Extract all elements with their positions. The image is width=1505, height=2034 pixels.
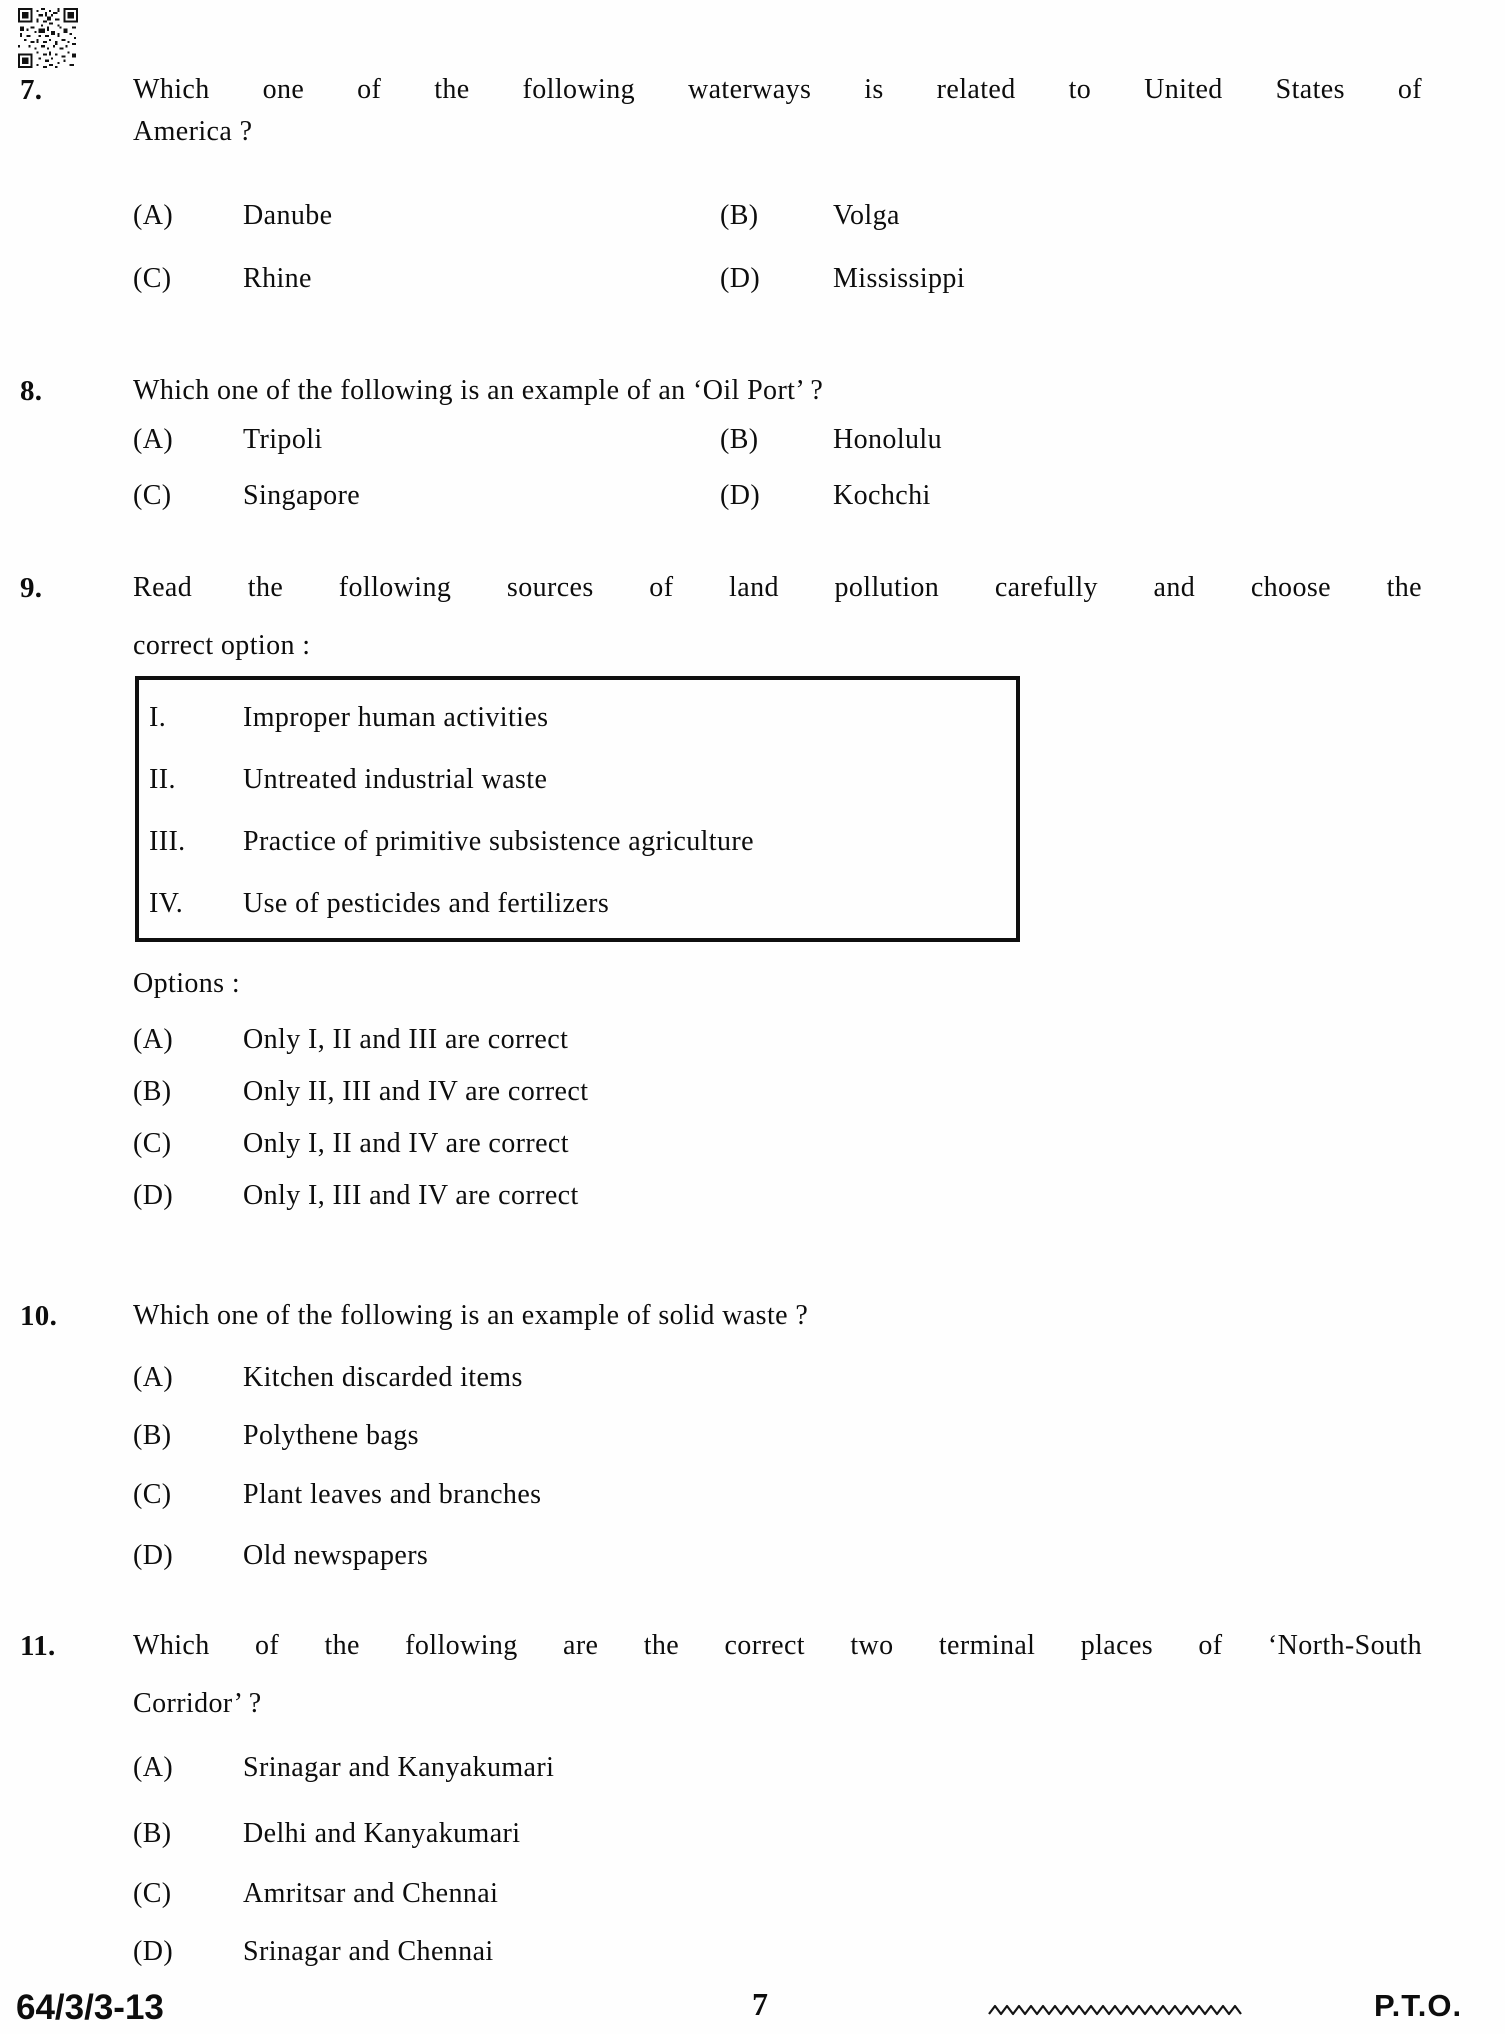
option-text: Only I, II and III are correct xyxy=(243,1024,569,1055)
option-text: Kitchen discarded items xyxy=(243,1362,523,1393)
roman-numeral: I. xyxy=(149,702,167,733)
option-label: (B) xyxy=(133,1076,172,1107)
question-9-text-line-1: Read the following sources of land pollution carefully and choose the xyxy=(133,572,1422,603)
box-item-3 xyxy=(139,824,999,864)
option-label: (A) xyxy=(133,1752,174,1783)
question-11-number: 11. xyxy=(20,1630,56,1662)
option-text: Old newspapers xyxy=(243,1540,429,1571)
question-11-option-b xyxy=(133,1816,1422,1856)
option-text: Only II, III and IV are correct xyxy=(243,1076,589,1107)
option-label: (D) xyxy=(720,480,761,511)
question-11-text-line-1: Which of the following are the correct two terminal places of ‘North-South xyxy=(133,1630,1422,1661)
box-item-text: Improper human activities xyxy=(243,702,549,733)
option-text: Amritsar and Chennai xyxy=(243,1878,499,1909)
option-label: (C) xyxy=(133,1878,172,1909)
question-9-option-a xyxy=(133,1022,1422,1062)
question-7-options-row-2 xyxy=(133,261,1422,301)
footer-paper-code: 64/3/3-13 xyxy=(16,1988,164,2027)
option-text: Tripoli xyxy=(243,424,323,455)
question-11-option-a xyxy=(133,1750,1422,1790)
box-item-4 xyxy=(139,886,999,926)
option-text: Danube xyxy=(243,200,333,231)
option-label: (A) xyxy=(133,424,174,455)
qr-code xyxy=(18,8,78,68)
option-text: Singapore xyxy=(243,480,361,511)
option-label: (B) xyxy=(133,1420,172,1451)
option-label: (C) xyxy=(133,480,172,511)
option-label: (A) xyxy=(133,200,174,231)
option-label: (A) xyxy=(133,1362,174,1393)
option-text: Srinagar and Kanyakumari xyxy=(243,1752,555,1783)
box-item-text: Untreated industrial waste xyxy=(243,764,548,795)
question-10-option-b xyxy=(133,1418,1422,1458)
question-10-number: 10. xyxy=(20,1300,58,1332)
question-7-text-line-1: Which one of the following waterways is related to United States of xyxy=(133,74,1422,105)
option-label: (C) xyxy=(133,1479,172,1510)
option-text: Plant leaves and branches xyxy=(243,1479,542,1510)
option-label: (C) xyxy=(133,1128,172,1159)
roman-numeral: IV. xyxy=(149,888,184,919)
box-item-2 xyxy=(139,762,999,802)
question-8-text: Which one of the following is an example of an ‘Oil Port’ ? xyxy=(133,375,824,406)
question-10-text: Which one of the following is an example of solid waste ? xyxy=(133,1300,809,1331)
question-11-option-c xyxy=(133,1876,1422,1916)
box-item-1 xyxy=(139,700,999,740)
option-text: Polythene bags xyxy=(243,1420,419,1451)
option-text: Mississippi xyxy=(833,263,965,294)
pollution-sources-box xyxy=(135,676,1020,942)
option-label: (C) xyxy=(133,263,172,294)
question-11-option-d xyxy=(133,1934,1422,1974)
question-9-text-line-2: correct option : xyxy=(133,630,311,661)
question-11-text-line-2: Corridor’ ? xyxy=(133,1688,262,1719)
question-9-option-c xyxy=(133,1126,1422,1166)
roman-numeral: II. xyxy=(149,764,176,795)
question-10-option-d xyxy=(133,1538,1422,1578)
wavy-line xyxy=(988,2002,1244,2018)
question-8-options-row-2 xyxy=(133,478,1422,518)
question-9-option-b xyxy=(133,1074,1422,1114)
page-number: 7 xyxy=(752,1986,768,2022)
box-item-text: Use of pesticides and fertilizers xyxy=(243,888,610,919)
roman-numeral: III. xyxy=(149,826,186,857)
option-text: Delhi and Kanyakumari xyxy=(243,1818,521,1849)
question-9-option-d xyxy=(133,1178,1422,1218)
question-8-options-row-1 xyxy=(133,422,1422,462)
box-item-text: Practice of primitive subsistence agriculture xyxy=(243,826,754,857)
question-7-number: 7. xyxy=(20,74,43,106)
option-label: (D) xyxy=(720,263,761,294)
question-10-option-c xyxy=(133,1477,1422,1517)
question-8-number: 8. xyxy=(20,375,43,407)
question-7-text-line-2: America ? xyxy=(133,116,253,147)
options-heading: Options : xyxy=(133,968,241,999)
option-label: (B) xyxy=(133,1818,172,1849)
option-text: Rhine xyxy=(243,263,312,294)
option-label: (D) xyxy=(133,1180,174,1211)
option-label: (B) xyxy=(720,424,759,455)
option-label: (B) xyxy=(720,200,759,231)
question-9-number: 9. xyxy=(20,572,43,604)
option-text: Only I, II and IV are correct xyxy=(243,1128,569,1159)
option-text: Kochchi xyxy=(833,480,931,511)
option-label: (D) xyxy=(133,1540,174,1571)
option-text: Only I, III and IV are correct xyxy=(243,1180,579,1211)
question-7-options-row-1 xyxy=(133,198,1422,238)
question-10-option-a xyxy=(133,1360,1422,1400)
pto-label: P.T.O. xyxy=(1374,1988,1463,2023)
option-label: (D) xyxy=(133,1936,174,1967)
option-text: Volga xyxy=(833,200,900,231)
option-text: Honolulu xyxy=(833,424,942,455)
option-text: Srinagar and Chennai xyxy=(243,1936,494,1967)
option-label: (A) xyxy=(133,1024,174,1055)
